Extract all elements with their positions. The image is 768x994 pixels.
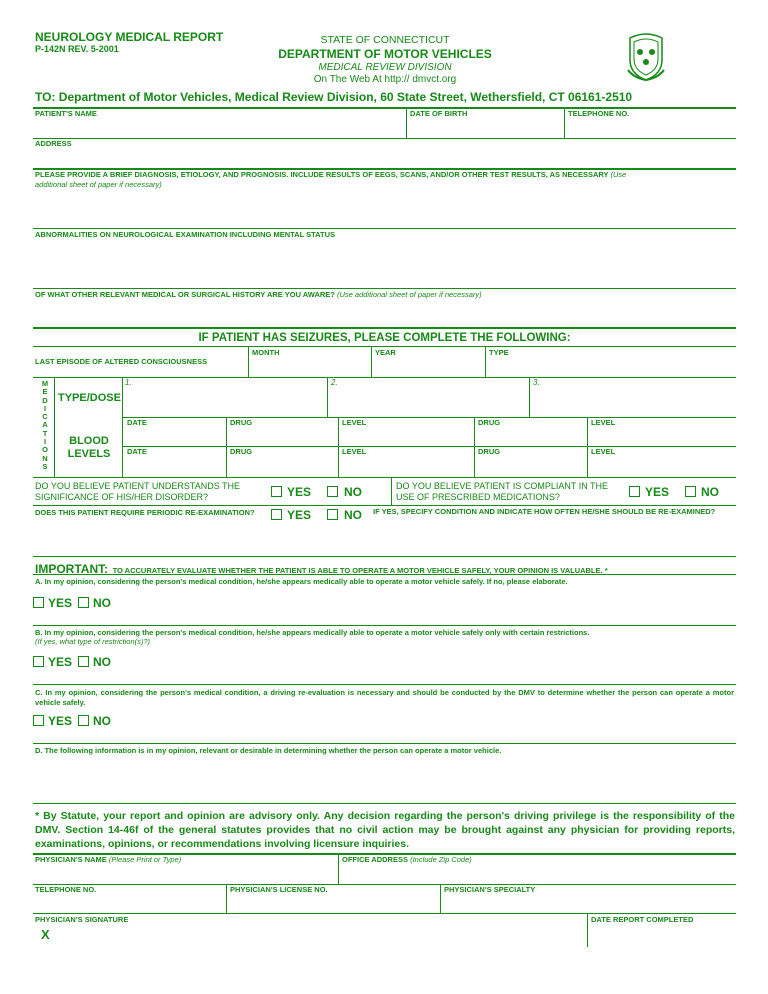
- opinion-b-note: (If yes, what type of restriction(s)?): [35, 637, 151, 646]
- medications-vertical-label: M E D I C A T I O N S: [41, 379, 49, 471]
- abnormalities-field[interactable]: [34, 242, 734, 286]
- blood-level-1b-label: LEVEL: [591, 418, 616, 427]
- form-number: P-142N REV. 5-2001: [35, 44, 119, 54]
- opinion-b-no-checkbox[interactable]: [78, 656, 89, 667]
- opinion-c-yes-checkbox[interactable]: [33, 715, 44, 726]
- diagnosis-label-text: PLEASE PROVIDE A BRIEF DIAGNOSIS, ETIOLOGY, AND PROGNOSIS. INCLUDE RESULTS OF EEGS, SCANS, AND/OR OTHER TEST RESULTS, AS NECESSARY: [35, 170, 609, 179]
- opinion-d-text: D. The following information is in my opinion, relevant or desirable in determining whether the person can operate a motor vehicle.: [35, 746, 502, 755]
- medication-1-label: 1.: [125, 378, 132, 387]
- reexam-question: DOES THIS PATIENT REQUIRE PERIODIC RE-EXAMINATION?: [35, 508, 255, 517]
- blood-drug-1a-label: DRUG: [230, 418, 253, 427]
- diagnosis-note-b: additional sheet of paper if necessary): [35, 180, 162, 189]
- understands-no-label: NO: [344, 485, 362, 499]
- compliant-no-checkbox[interactable]: [685, 486, 696, 497]
- medication-3-label: 3.: [533, 378, 540, 387]
- web-address: On The Web At http:// dmvct.org: [313, 74, 457, 85]
- state-seal-icon: [624, 30, 668, 82]
- understands-no-checkbox[interactable]: [327, 486, 338, 497]
- year-field[interactable]: [373, 358, 483, 375]
- reexam-yes-checkbox[interactable]: [271, 509, 282, 520]
- diagnosis-label: [35, 171, 626, 179]
- physician-telephone-field[interactable]: [34, 895, 224, 912]
- understands-yes-label: YES: [287, 485, 312, 499]
- seizure-type-field[interactable]: [487, 358, 736, 375]
- blood-level-2a-label: LEVEL: [342, 447, 367, 456]
- month-label: MONTH: [252, 348, 280, 357]
- important-heading-text: TO ACCURATELY EVALUATE WHETHER THE PATIENT IS ABLE TO OPERATE A MOTOR VEHICLE SAFELY, YOUR OPINION IS VALUABLE. *: [112, 566, 608, 575]
- date-completed-field[interactable]: [589, 926, 736, 944]
- opinion-b-yes-label: YES: [48, 655, 73, 669]
- opinion-c-no-label: NO: [93, 714, 111, 728]
- physician-telephone-label: TELEPHONE NO.: [35, 885, 97, 894]
- signature-x-mark: X: [41, 927, 50, 942]
- physician-name-field[interactable]: [34, 866, 336, 884]
- opinion-b-restrictions-field[interactable]: [120, 650, 734, 682]
- blood-drug-1b-label: DRUG: [478, 418, 501, 427]
- understands-line2: SIGNIFICANCE OF HIS/HER DISORDER?: [35, 491, 209, 502]
- address-label: ADDRESS: [35, 139, 72, 148]
- state-name: STATE OF CONNECTICUT: [320, 34, 450, 46]
- physician-signature-field[interactable]: [56, 926, 584, 944]
- opinion-a-no-label: NO: [93, 596, 111, 610]
- office-address-note: (Include Zip Code): [410, 855, 472, 864]
- physician-signature-label: PHYSICIAN'S SIGNATURE: [35, 915, 129, 924]
- division-name: MEDICAL REVIEW DIVISION: [318, 62, 452, 73]
- blood-date-2-label: DATE: [127, 447, 147, 456]
- last-episode-label: LAST EPISODE OF ALTERED CONSCIOUSNESS: [35, 357, 208, 366]
- patient-telephone-label: TELEPHONE NO.: [568, 109, 630, 118]
- blood-date-1-label: DATE: [127, 418, 147, 427]
- history-label: [35, 291, 482, 299]
- to-address-line: TO: Department of Motor Vehicles, Medical Review Division, 60 State Street, Wethersfield, CT 06161-2510: [35, 90, 633, 104]
- opinion-c-no-checkbox[interactable]: [78, 715, 89, 726]
- blood-drug-2b-label: DRUG: [478, 447, 501, 456]
- blood-levels-line2: LEVELS: [67, 448, 111, 460]
- office-address-label: [342, 856, 472, 864]
- seizures-heading: IF PATIENT HAS SEIZURES, PLEASE COMPLETE THE FOLLOWING:: [198, 332, 571, 344]
- physician-license-label: PHYSICIAN'S LICENSE NO.: [230, 885, 328, 894]
- compliant-line1: DO YOU BELIEVE PATIENT IS COMPLIANT IN THE: [396, 481, 609, 491]
- blood-levels-line1: BLOOD: [69, 435, 109, 447]
- blood-levels-grid[interactable]: [124, 428, 736, 475]
- compliant-line2: USE OF PRESCRIBED MEDICATIONS?: [396, 491, 560, 502]
- understands-yes-checkbox[interactable]: [271, 486, 282, 497]
- physician-name-note: (Please Print or Type): [108, 855, 182, 864]
- type-dose-label: TYPE/DOSE: [58, 392, 121, 404]
- diagnosis-note-a: (Use: [610, 170, 627, 179]
- office-address-label-text: OFFICE ADDRESS: [342, 855, 408, 864]
- blood-drug-2a-label: DRUG: [230, 447, 253, 456]
- opinion-b-yes-checkbox[interactable]: [33, 656, 44, 667]
- compliant-yes-label: YES: [645, 485, 670, 499]
- opinion-a-no-checkbox[interactable]: [78, 597, 89, 608]
- reexam-specify-label: IF YES, SPECIFY CONDITION AND INDICATE HOW OFTEN HE/SHE SHOULD BE RE-EXAMINED?: [373, 507, 716, 516]
- month-field[interactable]: [250, 358, 369, 375]
- physician-name-label-text: PHYSICIAN'S NAME: [35, 855, 107, 864]
- blood-level-2b-label: LEVEL: [591, 447, 616, 456]
- history-field[interactable]: [34, 302, 734, 326]
- abnormalities-label: ABNORMALITIES ON NEUROLOGICAL EXAMINATION INCLUDING MENTAL STATUS: [35, 230, 335, 239]
- important-heading-word: IMPORTANT:: [35, 562, 109, 576]
- history-label-text: OF WHAT OTHER RELEVANT MEDICAL OR SURGICAL HISTORY ARE YOU AWARE?: [35, 290, 335, 299]
- address-field[interactable]: [34, 150, 734, 166]
- medication-3-field[interactable]: [531, 388, 736, 415]
- opinion-c-text: C. In my opinion, considering the person's medical condition, a driving re-evaluation is necessary and should be conducted by the DMV to determine whether the person can operate a motor vehicle safely.: [35, 688, 734, 707]
- patient-telephone-field[interactable]: [566, 119, 736, 137]
- medication-2-field[interactable]: [329, 388, 527, 415]
- understands-line1: DO YOU BELIEVE PATIENT UNDERSTANDS THE: [35, 481, 241, 491]
- compliant-question: [396, 481, 608, 502]
- reexam-yes-label: YES: [287, 508, 312, 522]
- year-label: YEAR: [375, 348, 396, 357]
- diagnosis-field[interactable]: [34, 192, 734, 226]
- opinion-c-yes-label: YES: [48, 714, 73, 728]
- physician-name-label: [35, 856, 181, 864]
- patient-name-field[interactable]: [34, 119, 404, 137]
- blood-levels-label: [56, 435, 122, 461]
- physician-license-field[interactable]: [228, 895, 438, 912]
- opinion-b-text: B. In my opinion, considering the person's medical condition, he/she appears medically able to operate a motor vehicle safely only with certain restrictions.: [35, 628, 590, 637]
- department-name: DEPARTMENT OF MOTOR VEHICLES: [278, 47, 492, 61]
- reexam-specify-field[interactable]: [372, 518, 736, 552]
- compliant-yes-checkbox[interactable]: [629, 486, 640, 497]
- opinion-b-no-label: NO: [93, 655, 111, 669]
- reexam-no-checkbox[interactable]: [327, 509, 338, 520]
- physician-specialty-field[interactable]: [442, 895, 736, 912]
- opinion-a-text: A. In my opinion, considering the person's medical condition, he/she appears medically able to operate a motor vehicle safely. If no, please elaborate.: [35, 577, 568, 586]
- history-note: (Use additional sheet of paper if necessary): [336, 290, 482, 299]
- form-title: NEUROLOGY MEDICAL REPORT: [35, 30, 224, 44]
- reexam-no-label: NO: [344, 508, 362, 522]
- opinion-d-field[interactable]: [34, 758, 734, 798]
- medication-1-field[interactable]: [124, 388, 325, 415]
- statute-paragraph: * By Statute, your report and opinion are advisory only. Any decision regarding the person's driving privilege is the responsibility of the DMV. Section 14-46f of the general statutes provides that no civil action may be brought against any physician for providing reports, examinations, opinions, or recommendations involving licensure inquiries.: [35, 810, 735, 850]
- date-completed-label: DATE REPORT COMPLETED: [591, 915, 694, 924]
- physician-specialty-label: PHYSICIAN'S SPECIALTY: [444, 885, 536, 894]
- type-label: TYPE: [489, 348, 509, 357]
- date-of-birth-field[interactable]: [408, 119, 562, 137]
- opinion-a-yes-label: YES: [48, 596, 73, 610]
- medication-2-label: 2.: [331, 378, 338, 387]
- blood-level-1a-label: LEVEL: [342, 418, 367, 427]
- understands-question: [35, 481, 240, 502]
- compliant-no-label: NO: [701, 485, 719, 499]
- opinion-a-yes-checkbox[interactable]: [33, 597, 44, 608]
- date-of-birth-label: DATE OF BIRTH: [410, 109, 468, 118]
- patient-name-label: PATIENT'S NAME: [35, 109, 97, 118]
- opinion-a-elaborate-field[interactable]: [120, 590, 734, 622]
